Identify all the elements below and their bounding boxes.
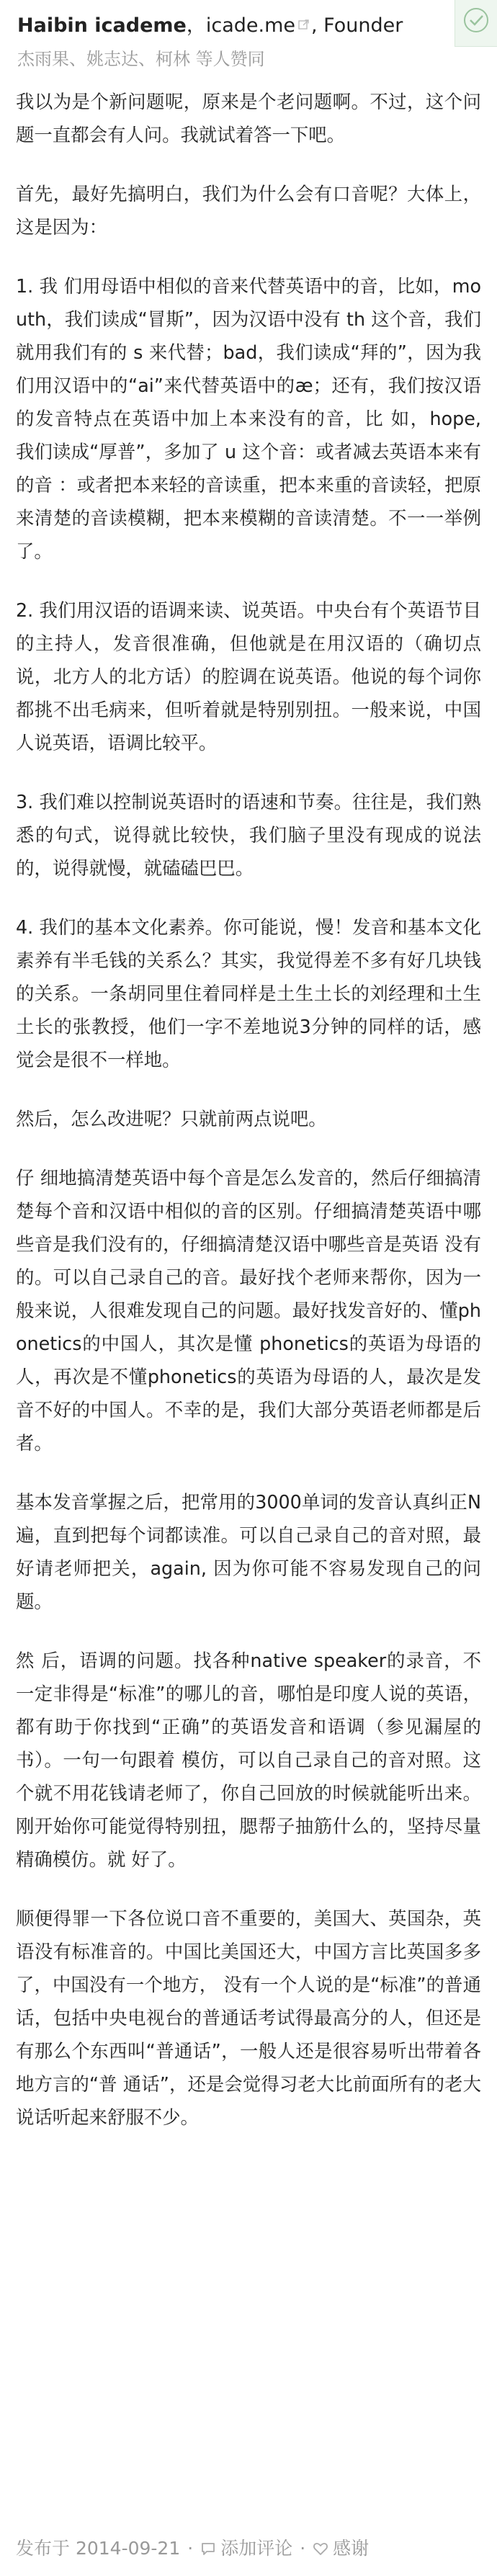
publish-date[interactable]: 发布于 2014-09-21 (16, 2538, 181, 2559)
site-logo-icon (455, 0, 497, 47)
answer-body (0, 85, 497, 2134)
answer-paragraph: 仔 细地搞清楚英语中每个音是怎么发音的，然后仔细搞清楚每个音和汉语中相似的音的区别。仔细搞清楚英语中哪些音是我们没有的，仔细搞清楚汉语中哪些音是英语 没有的。可以自己录自己的音。最好找个老师来帮你，因为一般来说，人很难发现自己的问题。最好找发音好的、懂phonetics的中国人，其次是懂 phonetics的英语为母语的人，再次是不懂phonetics的英语为母语的人，最次是发音不好的中国人。不幸的是，我们大部分英语老师都是后者。 (16, 1167, 481, 1454)
thanks-label: 感谢 (333, 2538, 370, 2559)
comment-icon (200, 2541, 216, 2557)
author-name[interactable]: Haibin icademe (17, 14, 187, 37)
external-link-icon (298, 10, 310, 22)
answer-paragraph: 顺便得罪一下各位说口音不重要的，美国大、英国杂，英语没有标准音的。中国比美国还大，中国方言比英国多多了，中国没有一个地方， 没有一个人说的是“标准”的普通话，包括中央电视台的普通话考试得最高分的人，但还是有那么个东西叫“普通话”，一般人还是很容易听出带着各地方言的“普 通话”，还是会觉得习老大比前面所有的老大说话听起来舒服不少。 (16, 1908, 481, 2128)
heart-icon (313, 2541, 328, 2557)
answer-footer (16, 2534, 481, 2563)
answer-paragraph: 我以为是个新问题呢，原来是个老问题啊。不过，这个问题一直都会有人问。我就试着答一下吧。 (16, 91, 481, 146)
answer-paragraph: 首先，最好先搞明白，我们为什么会有口音呢？大体上，这是因为： (16, 183, 481, 238)
author-title: , Founder (310, 14, 403, 37)
footer-separator: · (300, 2538, 306, 2559)
answer-paragraph: 基本发音掌握之后，把常用的3000单词的发音认真纠正N遍，直到把每个词都读准。可以自己录自己的音对照，最好请老师把关，again, 因为你可能不容易发现自己的问题。 (16, 1491, 481, 1612)
add-comment-label: 添加评论 (220, 2538, 293, 2559)
answer-paragraph: 3. 我们难以控制说英语时的语速和节奏。往往是，我们熟悉的句式，说得就比较快，我们脑子里没有现成的说法的，说得就慢，就磕磕巴巴。 (16, 791, 481, 879)
answer-paragraph: 4. 我们的基本文化素养。你可能说，慢！发音和基本文化素养有半毛钱的关系么？其实，我觉得差不多有好几块钱的关系。一条胡同里住着同样是土生土长的刘经理和土生土长的张教授，他们一字不差地说3分钟的同样的话，感觉会是很不一样地。 (16, 916, 481, 1070)
answer-paragraph: 1. 我 们用母语中相似的音来代替英语中的音，比如，mouth，我们读成“冒斯”，因为汉语中没有 th 这个音，我们就用我们有的 s 来代替；bad，我们读成“拜的”，因为我们用汉语中的“ai”来代替英语中的æ；还有，我们按汉语的发音特点在英语中加上本来没有的音，比 如，hope, 我们读成“厚普”，多加了 u 这个音：或者减去英语本来有的音 ：或者把本来轻的音读重，把本来重的音读轻，把原来清楚的音读模糊，把本来模糊的音读清楚。不一一举例了。 (16, 275, 481, 562)
upvoters-line[interactable]: 杰雨果、姚志达、柯林 等人赞同 (17, 49, 265, 69)
author-line (17, 10, 480, 40)
author-website-link[interactable]: icade.me (205, 14, 295, 37)
author-separator: ， (186, 14, 206, 37)
thanks-button[interactable] (313, 2534, 369, 2563)
answer-paragraph: 然后，怎么改进呢？只就前两点说吧。 (16, 1108, 327, 1130)
add-comment-button[interactable] (200, 2534, 292, 2563)
answer-header (0, 0, 497, 85)
footer-separator: · (187, 2538, 194, 2559)
answer-paragraph: 2. 我们用汉语的语调来读、说英语。中央台有个英语节目的主持人，发音很准确，但他就是在用汉语的（确切点说，北方人的北方话）的腔调在说英语。他说的每个词你都挑不出毛病来，但听着就是特别别扭。一般来说，中国人说英语，语调比较平。 (16, 599, 481, 753)
answer-paragraph: 然 后，语调的问题。找各种native speaker的录音，不一定非得是“标准”的哪儿的音，哪怕是印度人说的英语，都有助于你找到“正确”的英语发音和语调（参见漏屋的书）。一句一句跟着 模仿，可以自己录自己的音对照。这个就不用花钱请老师了，你自己回放的时候就能听出来。刚开始你可能觉得特别扭，腮帮子抽筋什么的，坚持尽量精确模仿。就 好了。 (16, 1650, 481, 1870)
